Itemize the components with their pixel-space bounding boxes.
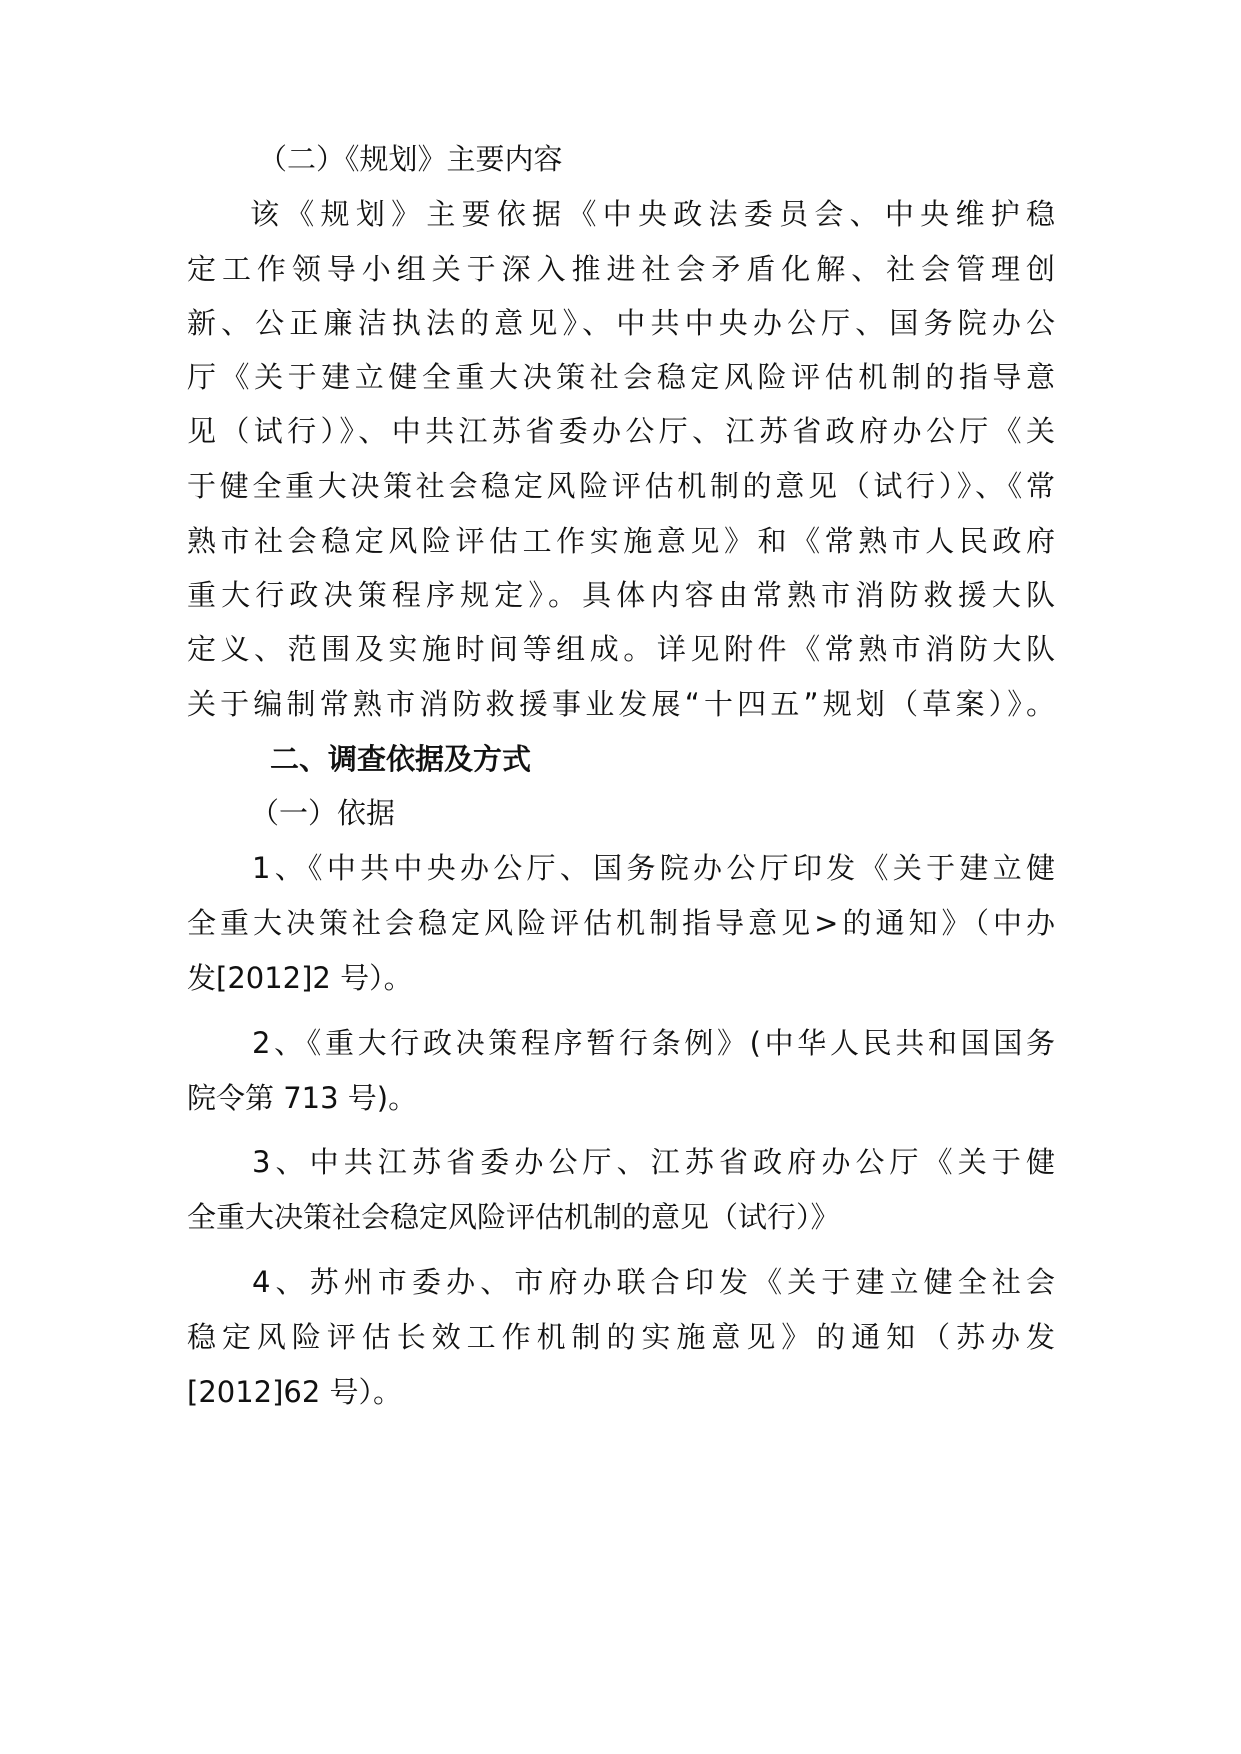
list-item-line: [2012]62 号）。 <box>187 1375 403 1409</box>
list-item-line: 全重大决策社会稳定风险评估机制指导意见>的通知》（中办 <box>187 906 1055 940</box>
paragraph-line: 定工作领导小组关于深入推进社会矛盾化解、社会管理创 <box>187 252 1055 286</box>
paragraph-line: 新、公正廉洁执法的意见》、中共中央办公厅、国务院办公 <box>187 306 1055 340</box>
list-item-line: 2、《重大行政决策程序暂行条例》(中华人民共和国国务 <box>252 1026 1055 1060</box>
list-item-line: 院令第 713 号)。 <box>187 1081 418 1115</box>
list-item-line: 4、苏州市委办、市府办联合印发《关于建立健全社会 <box>252 1265 1055 1299</box>
paragraph-line: 于健全重大决策社会稳定风险评估机制的意见（试行）》、《常 <box>187 469 1055 503</box>
paragraph-line: 见（试行）》、中共江苏省委办公厅、江苏省政府办公厅《关 <box>187 414 1055 448</box>
paragraph-line: 厅《关于建立健全重大决策社会稳定风险评估机制的指导意 <box>187 360 1055 394</box>
list-item-line: 发[2012]2 号）。 <box>187 961 413 995</box>
paragraph-line: 熟市社会稳定风险评估工作实施意见》和《常熟市人民政府 <box>187 524 1055 558</box>
list-item-line: 3、中共江苏省委办公厅、江苏省政府办公厅《关于健 <box>252 1145 1055 1179</box>
list-item-line: 1、《中共中央办公厅、国务院办公厅印发《关于建立健 <box>252 851 1055 885</box>
section-heading: 二、调查依据及方式 <box>270 742 532 776</box>
paragraph-line: 关于编制常熟市消防救援事业发展“十四五”规划（草案）》。 <box>187 687 1055 721</box>
paragraph-line: 定义、范围及实施时间等组成。详见附件《常熟市消防大队 <box>187 632 1055 666</box>
subheading-main-content: （二）《规划》主要内容 <box>258 142 563 176</box>
list-item-line: 全重大决策社会稳定风险评估机制的意见（试行）》 <box>187 1200 840 1234</box>
subheading-basis: （一）依据 <box>250 796 396 830</box>
list-item-line: 稳定风险评估长效工作机制的实施意见》的通知（苏办发 <box>187 1320 1055 1354</box>
paragraph-line: 该《规划》主要依据《中央政法委员会、中央维护稳 <box>250 197 1055 231</box>
paragraph-line: 重大行政决策程序规定》。具体内容由常熟市消防救援大队 <box>187 578 1055 612</box>
